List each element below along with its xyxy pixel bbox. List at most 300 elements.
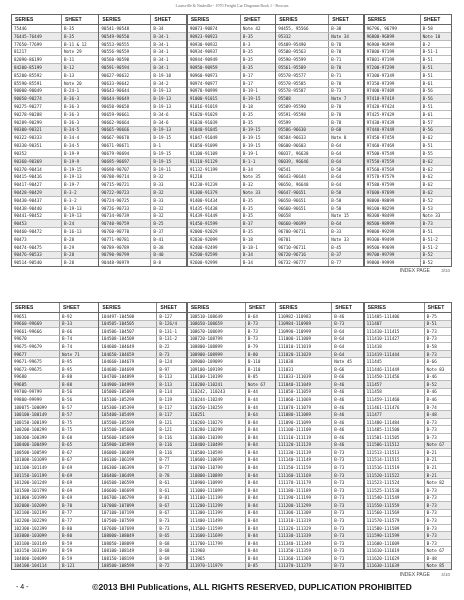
sheet-cell: B-75 (62, 427, 73, 433)
series-cell: 111070-111079 (276, 404, 332, 411)
series-cell: 90771-90781 (99, 236, 151, 243)
sheet-cell: B-8 (153, 260, 161, 266)
series-header: SERIES (12, 303, 60, 312)
index-table-bottom (11, 302, 452, 570)
sheet-cell: B-73 (331, 88, 342, 94)
sheet-cell: B-70 (331, 111, 342, 117)
index-page-number-top: 3/10 (441, 268, 450, 273)
table-row (99, 366, 186, 374)
table-row (188, 510, 275, 518)
series-cell: 95561-95589 (276, 64, 329, 71)
sheet-cell: B-116 (159, 434, 173, 440)
table-row (365, 487, 451, 495)
series-cell: 90549-90550 (99, 33, 151, 40)
sheet-cell: B-62 (422, 189, 433, 195)
series-cell: 99673-99675 (12, 366, 60, 373)
sheet-cell: B-34-1 (153, 57, 169, 63)
sheet-cell: B-84 (247, 555, 258, 561)
sheet-cell: B-35 (242, 64, 253, 70)
series-cell: 97200-97299 (365, 64, 421, 71)
table-row (99, 142, 186, 150)
series-cell: 95599 (276, 119, 329, 126)
table-row (99, 525, 186, 533)
table-row (99, 328, 186, 336)
table-row (365, 525, 451, 533)
sheet-cell: B-73 (426, 434, 437, 440)
sheet-cell: B-34-6 (153, 119, 169, 125)
sheet-cell: B-88 (62, 381, 73, 387)
series-cell: 90417-90427 (12, 181, 62, 188)
series-cell: 96660-96699 (276, 220, 329, 227)
series-cell: 104900-104999 (99, 381, 157, 388)
sheet-cell: B-21 (426, 449, 437, 455)
series-cell: 99670 (12, 336, 60, 343)
sheet-cell: B-73 (426, 336, 437, 342)
sheet-cell: B-34-6 (153, 111, 169, 117)
sheet-cell: B-75 (62, 419, 73, 425)
sheet-cell: B-113 (159, 381, 173, 387)
series-cell: 110700-110799 (188, 464, 246, 471)
series-cell: 106300-106399 (99, 464, 157, 471)
sheet-cell: B-46 (334, 427, 345, 433)
table-row (99, 479, 186, 487)
table-row (99, 127, 186, 135)
table-row (99, 64, 186, 72)
sheet-cell: Note 33 (242, 189, 261, 195)
sheet-cell: B-67 (159, 510, 170, 516)
series-cell: 82090-86199 (12, 56, 62, 63)
index-column (275, 302, 364, 570)
table-row (12, 563, 98, 570)
series-cell: 110800-110899 (188, 472, 246, 479)
table-row (365, 532, 451, 540)
table-row (365, 64, 451, 72)
sheet-header: SHEET (160, 304, 178, 311)
sheet-cell: B-68 (159, 540, 170, 546)
table-row (365, 358, 451, 366)
series-cell: 100500-100599 (12, 449, 60, 456)
index-table-top (11, 14, 452, 267)
table-row (188, 213, 275, 221)
series-cell: 99661-99666 (12, 328, 60, 335)
series-cell: 92600-92999 (188, 259, 241, 266)
sheet-cell: B-56 (62, 396, 73, 402)
series-cell: 99677 (12, 351, 60, 358)
sheet-cell: B-95 (62, 366, 73, 372)
series-cell: 106400-106499 (99, 472, 157, 479)
series-cell: 91450-91599 (188, 220, 241, 227)
series-cell: 96796, 96799 (365, 25, 421, 32)
sheet-cell: B-73 (426, 502, 437, 508)
series-cell: 110242, 110243 (188, 389, 246, 396)
sheet-cell: B-97 (159, 366, 170, 372)
table-row (188, 134, 275, 142)
table-row (12, 134, 98, 142)
sheet-cell: B-59 (62, 540, 73, 546)
series-header: SERIES (12, 15, 62, 24)
table-row (276, 111, 363, 119)
table-row (188, 313, 275, 321)
series-cell: 108900-108999 (188, 351, 246, 358)
series-cell: 110400-110499 (188, 442, 246, 449)
series-cell: 104600-104649 (99, 343, 157, 350)
series-cell: 111965 (188, 555, 246, 562)
series-cell: 102100-102199 (12, 510, 60, 517)
series-cell: 111200-111299 (188, 502, 246, 509)
table-row (365, 80, 451, 88)
table-row (99, 502, 186, 510)
table-row (276, 517, 363, 525)
series-cell: 95591-95598 (276, 111, 329, 118)
series-cell: 92500-92599 (188, 252, 241, 259)
series-cell: 105500-105600 (99, 426, 157, 433)
sheet-cell: B-51-2 (422, 236, 438, 242)
series-cell: 97560-97569 (365, 166, 421, 173)
table-row (365, 95, 451, 103)
table-row (99, 236, 186, 244)
sheet-cell: B-73 (334, 548, 345, 554)
series-cell: 97600-97699 (365, 189, 421, 196)
sheet-cell: B-44 (247, 389, 258, 395)
sheet-header: SHEET (423, 16, 441, 23)
series-cell: 100150-100199 (12, 419, 60, 426)
sheet-cell: B-24 (64, 221, 75, 227)
sheet-cell: B-64 (331, 158, 342, 164)
series-cell: 111130-111139 (276, 449, 332, 456)
sheet-cell: B-19-13 (153, 104, 172, 110)
series-cell: 90950-90959 (188, 64, 241, 71)
sheet-cell: B-66 (62, 328, 73, 334)
table-row (12, 173, 98, 181)
sheet-cell: B-73 (426, 510, 437, 516)
sheet-cell: B-73 (426, 525, 437, 531)
sheet-cell: B-51-2 (422, 244, 438, 250)
sheet-cell: B-58 (331, 166, 342, 172)
sheet-cell: B-66 (426, 359, 437, 365)
series-cell: 90726-90733 (99, 205, 151, 212)
sheet-cell: Note 67 (426, 442, 445, 448)
sheet-cell: Note 45 (334, 359, 352, 365)
sheet-cell: B-51 (422, 229, 433, 235)
sheet-cell: B-19-13 (64, 174, 82, 180)
sheet-cell: B-64 (334, 344, 345, 350)
series-cell: 111110-111119 (276, 434, 332, 441)
sheet-cell: B-12 (64, 64, 75, 70)
sheet-cell: B-71 (331, 72, 342, 78)
series-cell: 111620-111629 (365, 555, 425, 562)
table-row (99, 252, 186, 260)
table-row (99, 404, 186, 412)
table-row (188, 25, 275, 33)
sheet-cell: B-19-13 (153, 96, 172, 102)
series-header: SERIES (276, 15, 329, 24)
series-cell: 111031 (276, 366, 332, 373)
table-row (276, 563, 363, 570)
series-cell: 104650-104659 (99, 351, 157, 358)
series-cell: 100100-100149 (12, 411, 60, 418)
sheet-cell: B-33 (331, 229, 342, 235)
series-cell: 111550-111559 (365, 502, 425, 509)
series-cell: 111418 (365, 343, 425, 350)
table-row (99, 111, 186, 119)
series-cell: 100200-100299 (12, 426, 60, 433)
series-cell: 92400-92499 (188, 244, 241, 251)
sheet-cell: B-58 (331, 205, 342, 211)
series-cell: 99300-99499 (365, 236, 421, 243)
sheet-cell: B-32 (153, 189, 164, 195)
sheet-cell: B-84 (247, 525, 258, 531)
table-row (99, 259, 186, 266)
series-cell: 97460-97469 (365, 142, 421, 149)
series-cell: 111190-111199 (276, 495, 332, 502)
sheet-cell: B-81 (159, 495, 170, 501)
sheet-cell: B-19-13 (64, 205, 82, 211)
table-row (365, 336, 451, 344)
column-header (365, 303, 451, 313)
sheet-cell: Note 35 (242, 174, 261, 180)
table-row (188, 547, 275, 555)
sheet-cell: B-84 (247, 442, 258, 448)
sheet-cell: B-56 (422, 96, 433, 102)
series-cell: 97425-97429 (365, 111, 421, 118)
series-cell: 90352 (12, 150, 62, 157)
sheet-cell: B-46 (426, 396, 437, 402)
table-row (12, 127, 98, 135)
series-cell: 110250-110259 (188, 404, 246, 411)
series-cell: 90644-90649 (99, 95, 151, 102)
table-row (12, 411, 98, 419)
table-row (12, 64, 98, 72)
series-cell: 99000-99299 (365, 228, 421, 235)
column-header (188, 303, 275, 313)
table-row (188, 64, 275, 72)
sheet-cell: B-1-1 (242, 158, 256, 164)
series-cell: 111480-111484 (365, 419, 425, 426)
sheet-cell: B-70 (331, 64, 342, 70)
series-cell: 97300-97349 (365, 72, 421, 79)
series-cell: 97001-97199 (365, 56, 421, 63)
sheet-cell: B-73 (334, 517, 345, 523)
series-cell: 110251 (188, 411, 246, 418)
table-row (12, 525, 98, 533)
table-row (99, 449, 186, 457)
table-row (12, 396, 98, 404)
series-cell: 111560-111569 (365, 510, 425, 517)
series-cell: 90556-90559 (99, 48, 151, 55)
series-cell: 108000-108049 (99, 532, 157, 539)
series-cell: 90934-90937 (188, 48, 241, 55)
table-row (12, 313, 98, 321)
table-row (188, 389, 275, 397)
series-cell: 111450-111456 (365, 374, 425, 381)
table-row (365, 158, 451, 166)
sheet-cell: B-36-3 (64, 111, 80, 117)
sheet-cell: B-52 (422, 260, 433, 266)
series-cell: 102000-102099 (12, 502, 60, 509)
series-cell: 110984-110989 (276, 321, 332, 328)
table-row (188, 366, 275, 374)
column-header (188, 15, 275, 25)
table-row (276, 56, 363, 64)
series-cell: 90679-90694 (99, 150, 151, 157)
series-cell: 90275-90277 (12, 103, 62, 110)
table-row (276, 236, 363, 244)
table-row (365, 396, 451, 404)
table-row (276, 181, 363, 189)
table-row (276, 252, 363, 260)
series-cell: 111320-111329 (276, 525, 332, 532)
series-cell: 111630-111639 (365, 563, 425, 570)
index-column (364, 302, 452, 570)
table-row (365, 205, 451, 213)
table-row (188, 343, 275, 351)
sheet-cell: B-64 (334, 328, 345, 334)
series-cell: 106000-106099 (99, 449, 157, 456)
series-cell: 90665-90666 (99, 127, 151, 134)
table-row (12, 419, 98, 427)
index-column (11, 14, 99, 267)
table-row (99, 336, 186, 344)
sheet-cell: B-64 (331, 182, 342, 188)
table-row (188, 540, 275, 548)
sheet-cell: B-19-15 (242, 127, 261, 133)
table-row (188, 173, 275, 181)
table-row (99, 95, 186, 103)
table-row (188, 449, 275, 457)
series-cell: 100075-100099 (12, 404, 60, 411)
series-cell: 97550-97559 (365, 158, 421, 165)
series-cell: 111370-111379 (276, 563, 332, 570)
table-row (365, 517, 451, 525)
series-cell: 111050-111059 (276, 389, 332, 396)
series-cell: 97430-97439 (365, 119, 421, 126)
series-header: SERIES (99, 303, 157, 312)
series-cell: 111080-111089 (276, 411, 332, 418)
sheet-cell: B-110 (247, 366, 261, 372)
sheet-cell: B-19-9 (64, 158, 80, 164)
sheet-cell: B-46 (426, 374, 437, 380)
table-row (12, 119, 98, 127)
sheet-cell: B-88 (62, 374, 73, 380)
table-row (99, 220, 186, 228)
table-row (276, 220, 363, 228)
sheet-cell: B-84 (247, 472, 258, 478)
sheet-cell: B-65 (159, 533, 170, 539)
sheet-cell: B-73 (334, 510, 345, 516)
sheet-cell: B-18 (242, 236, 253, 242)
sheet-cell: B-3-2 (64, 197, 77, 203)
table-row (365, 374, 451, 382)
table-row (99, 41, 186, 49)
table-row (365, 404, 451, 412)
series-cell: 91020-91029 (188, 111, 241, 118)
table-row (276, 95, 363, 103)
copyright-notice: ©2013 BHI Publications, ALL RIGHTS RESERVED, DUPLICATION PROHIBITED (92, 582, 412, 592)
table-row (99, 517, 186, 525)
series-cell: 98000-98099 (365, 197, 421, 204)
sheet-cell: B-67 (62, 457, 73, 463)
series-cell: 108510-108649 (188, 313, 246, 320)
sheet-cell: B-53 (422, 205, 433, 211)
sheet-cell: B-3-2 (64, 189, 77, 195)
table-row (276, 313, 363, 321)
sheet-cell: B-32 (153, 213, 164, 219)
series-cell: 91047-91049 (188, 134, 241, 141)
table-row (188, 532, 275, 540)
series-cell: 111700-111799 (188, 540, 246, 547)
series-cell: 97570-97579 (365, 173, 421, 180)
sheet-cell: B-16-13 (64, 229, 82, 235)
series-cell: 91040-91045 (188, 127, 241, 134)
sheet-cell: B-34-2 (153, 80, 169, 86)
series-cell: 97440-97449 (365, 127, 421, 134)
table-row (276, 351, 363, 359)
series-cell: 96643-96644 (276, 173, 329, 180)
table-row (276, 88, 363, 96)
sheet-cell: B-73 (334, 465, 345, 471)
table-row (99, 88, 186, 96)
sheet-cell: B-22 (159, 344, 170, 350)
series-cell: 90428-90429 (12, 189, 62, 196)
sheet-cell: B-71 (331, 57, 342, 63)
sheet-cell: B-84 (247, 480, 258, 486)
sheet-cell: B-34 (242, 260, 253, 266)
table-row (12, 88, 98, 96)
sheet-cell: B-119 (159, 396, 173, 402)
series-cell: 90050-90274 (12, 95, 62, 102)
table-row (99, 134, 186, 142)
series-cell: 105000-105099 (99, 389, 157, 396)
table-row (188, 487, 275, 495)
series-cell: 108050-108099 (99, 540, 157, 547)
sheet-cell: B-78 (159, 472, 170, 478)
index-page-label-bottom: INDEX PAGE (399, 572, 430, 578)
series-cell: 111150-111159 (276, 464, 332, 471)
series-cell: 99700-99799 (365, 252, 421, 259)
sheet-cell: B-84 (247, 533, 258, 539)
series-cell: 96800-96899 (365, 33, 421, 40)
series-cell: 111500-111599 (188, 525, 246, 532)
table-row (12, 472, 98, 480)
table-row (188, 321, 275, 329)
table-row (365, 72, 451, 80)
series-cell: 100400-100499 (12, 442, 60, 449)
sheet-cell: B-35 (242, 119, 253, 125)
sheet-cell: B-70 (62, 502, 73, 508)
series-cell: 90722-90723 (99, 189, 151, 196)
table-row (365, 547, 451, 555)
table-row (99, 495, 186, 503)
table-row (188, 259, 275, 266)
sheet-cell: B-11 (64, 57, 75, 63)
sheet-cell: B-64 (331, 143, 342, 149)
table-row (188, 56, 275, 64)
table-row (12, 103, 98, 111)
series-cell: 90698-90707 (99, 166, 151, 173)
series-cell: 111458 (365, 389, 425, 396)
series-cell: 95500-95563 (276, 48, 329, 55)
sheet-cell: B-73 (426, 533, 437, 539)
table-row (276, 487, 363, 495)
table-row (12, 220, 98, 228)
sheet-cell: B-70 (331, 41, 342, 47)
sheet-cell: B-18-1 (242, 244, 258, 250)
series-cell: 95578-95585 (276, 80, 329, 87)
table-row (99, 464, 186, 472)
series-cell: 90695-90697 (99, 158, 151, 165)
table-row (276, 374, 363, 382)
series-cell: 99680 (12, 374, 60, 381)
